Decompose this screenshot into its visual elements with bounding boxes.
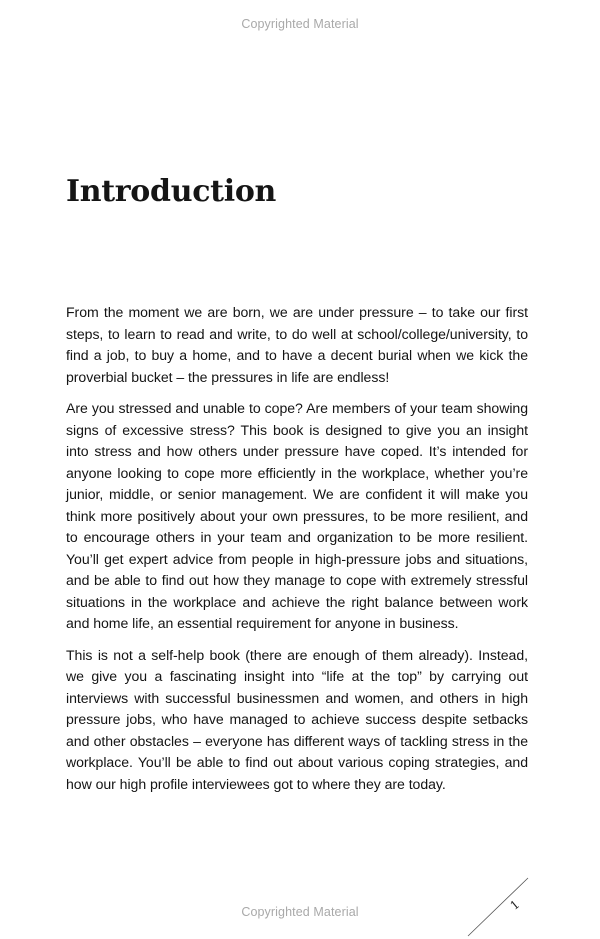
body-text (66, 302, 528, 805)
paragraph: This is not a self-help book (there are enough of them already). Instead, we give you a fascinating insight into “life at the top” by carrying out interviews with successful businessmen and women, and others in high pressure jobs, who have managed to achieve success despite setbacks and other obstacles – everyone has different ways of tackling stress in the workplace. You’ll be able to find out about various coping strategies, and how our high profile interviewees got to where they are today. (66, 646, 528, 792)
copyright-watermark-top: Copyrighted Material (241, 17, 359, 31)
paragraph: Are you stressed and unable to cope? Are members of your team showing signs of excessive stress? This book is designed to give you an insight into stress and how others under pressure have coped. It’s intended for anyone looking to cope more efficiently in the workplace, whether you’re junior, middle, or senior management. We are confident it will make you think more positively about your own pressures, to be more resilient, and to encourage others in your team and organization to be more resilient. You’ll get expert advice from people in high-pressure jobs and situations, and be able to find out how they manage to cope with extremely stressful situations in the workplace and achieve the right balance between work and home life, an essential requirement for anyone in business. (66, 400, 528, 631)
paragraph: From the moment we are born, we are under pressure – to take our first steps, to learn to read and write, to do well at school/college/university, to find a job, to buy a home, and to have a decent burial when we kick the proverbial bucket – the pressures in life are endless! (66, 304, 528, 385)
page-number: 1 (507, 897, 523, 913)
copyright-watermark-bottom: Copyrighted Material (241, 905, 359, 919)
chapter-title: Introduction (66, 174, 277, 209)
page-corner-line (460, 872, 540, 939)
